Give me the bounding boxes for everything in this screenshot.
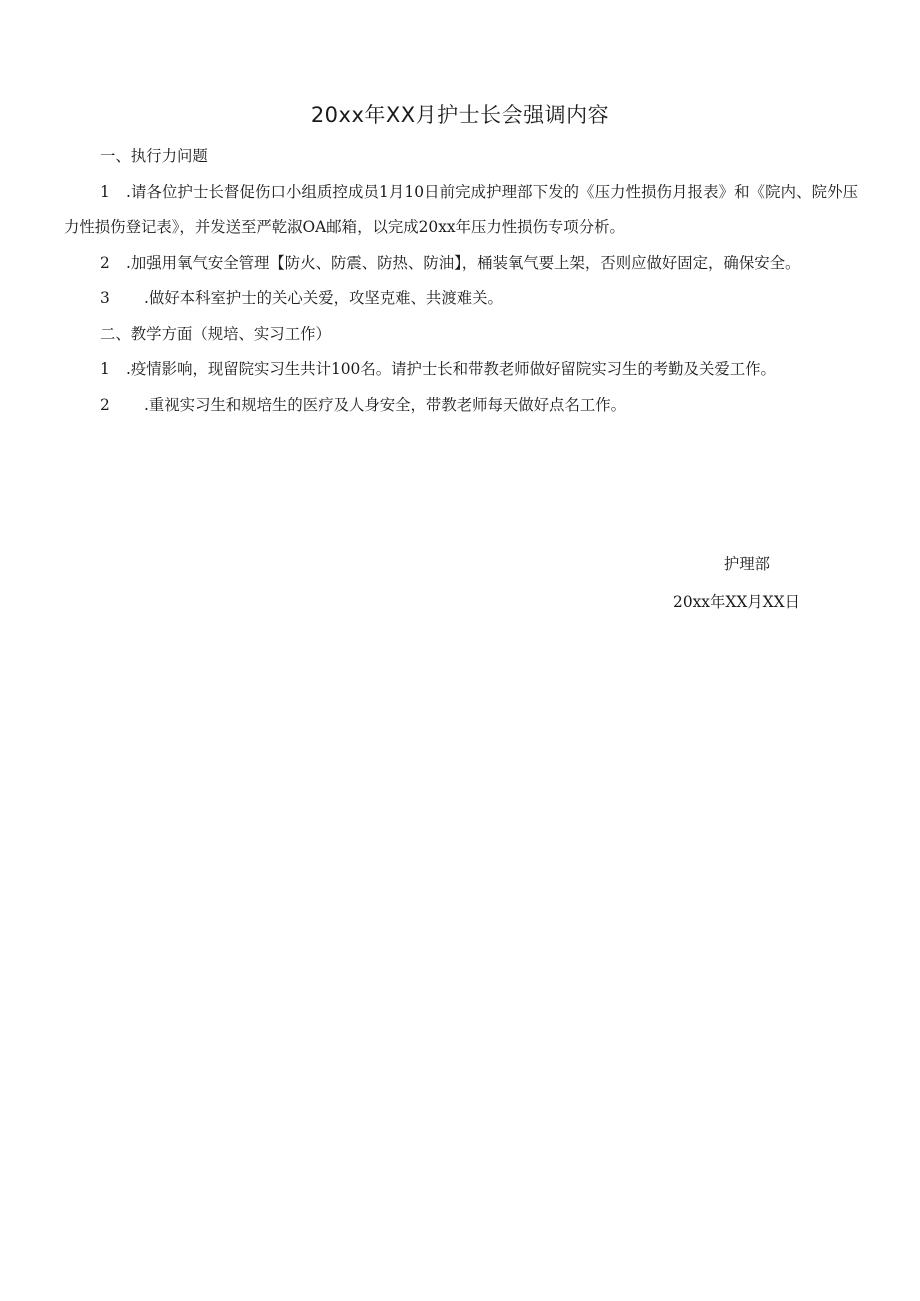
section-heading-teaching: 二、教学方面（规培、实习工作） (100, 324, 331, 343)
list-item-teaching-2 (64, 388, 858, 424)
list-item-text: .疫情影响，现留院实习生共计100名。请护士长和带教老师做好留院实习生的考勤及关爱工作。 (126, 360, 776, 378)
list-item-number: 2 (100, 395, 110, 414)
list-item-text: .加强用氧气安全管理【防火、防震、防热、防油】，桶装氧气要上架，否则应做好固定，确保安全。 (126, 253, 801, 272)
list-item-execution-3 (64, 281, 858, 317)
section-heading-execution: 一、执行力问题 (100, 147, 208, 165)
list-item-text: .做好本科室护士的关心关爱，攻坚克难、共渡难关。 (144, 289, 503, 307)
signature-date: 20xx年XX月XX日 (673, 593, 800, 611)
list-item-number: 2 (100, 253, 110, 272)
list-item-number: 3 (100, 289, 110, 307)
document-body (64, 139, 858, 423)
list-item-teaching-1 (64, 352, 858, 388)
signature-department: 护理部 (723, 555, 770, 573)
list-item-execution-1 (64, 175, 858, 246)
list-item-text: .请各位护士长督促伤口小组质控成员1月10日前完成护理部下发的《压力性损伤月报表》和《院内、院外压力性损伤登记表》，并发送至严乾淑OA邮箱，以完成20xx年压力性损伤专项分析。 (64, 182, 858, 236)
list-item-text: .重视实习生和规培生的医疗及人身安全，带教老师每天做好点名工作。 (144, 395, 627, 414)
list-item-number: 1 (100, 182, 110, 201)
list-item-number: 1 (100, 360, 110, 378)
list-item-execution-2 (64, 246, 858, 282)
document-title: 20xx年XX月护士长会强调内容 (310, 103, 610, 127)
